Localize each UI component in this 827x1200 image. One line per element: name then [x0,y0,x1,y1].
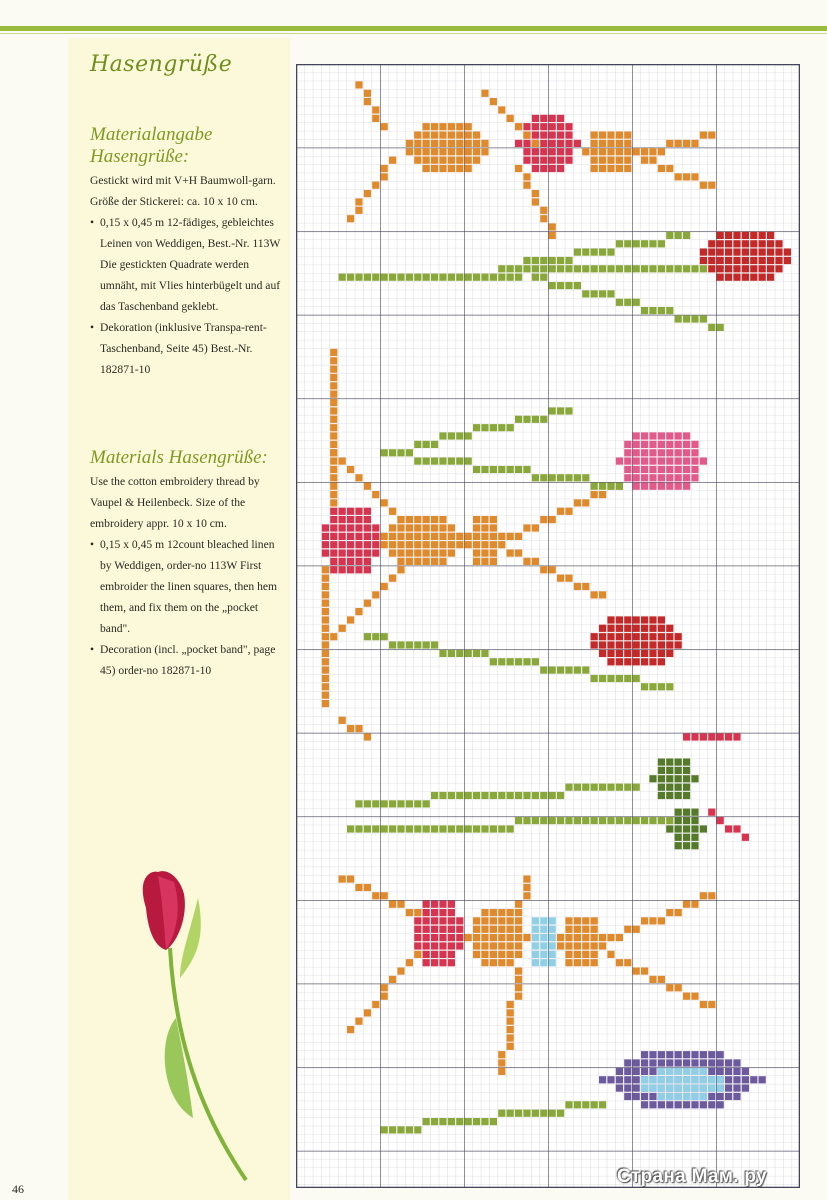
german-intro: Gestickt wird mit V+H Baumwoll-garn. Größe der Stickerei: ca. 10 x 10 cm. [90,174,276,208]
german-item-decoration: • Dekoration (inklusive Transpa-rent-Taschenband, Seite 45) Best.-Nr. 182871-10 [90,317,286,380]
rabbit-2-leg-2 [322,566,329,707]
rabbit-2-leg-4 [330,349,337,507]
english-item-linen: • 0,15 x 0,45 m 12count bleached linen by Weddigen, order-no 113W First embroider the linen squares, then hem them, and fix them on the „pocket band". [90,534,286,639]
watermark: Страна Мам. ру [617,1166,767,1187]
daisy-1-petals [683,733,741,740]
cross-stitch-chart [296,64,800,1188]
english-intro: Use the cotton embroidery thread by Vaupel & Heilenbeck. Size of the embroidery appr. 10 x 10 cm. [90,475,260,530]
english-heading: Materials Hasengrüße: [90,447,268,468]
page-number: 46 [12,1182,24,1196]
english-materials [90,447,286,681]
chart-major-grid [296,64,800,1188]
rabbit-1-head [582,132,640,173]
top-accent-line [0,33,827,34]
german-heading-line1: Materialangabe [90,124,213,145]
english-item-decoration: • Decoration (incl. „pocket band", page 45) order-no 182871-10 [90,639,286,681]
top-accent-bar [0,26,827,31]
tulip-2-bloom [616,432,707,489]
page-title: Hasengrüße [90,52,233,77]
tulip-leaf-left [165,1018,193,1118]
german-item-linen: • 0,15 x 0,45 m 12-fädiges, gebleichtes Leinen von Weddigen, Best.-Nr. 113W Die gestickten Quadrate werden umnäht, mit Vlies hinterbügelt und auf das Taschenband geklebt. [90,212,286,317]
german-heading-line2: Hasengrüße: [90,146,190,167]
german-list [90,212,286,380]
german-materials [90,124,286,380]
tulip-illustration [118,868,258,1186]
english-list [90,534,286,681]
